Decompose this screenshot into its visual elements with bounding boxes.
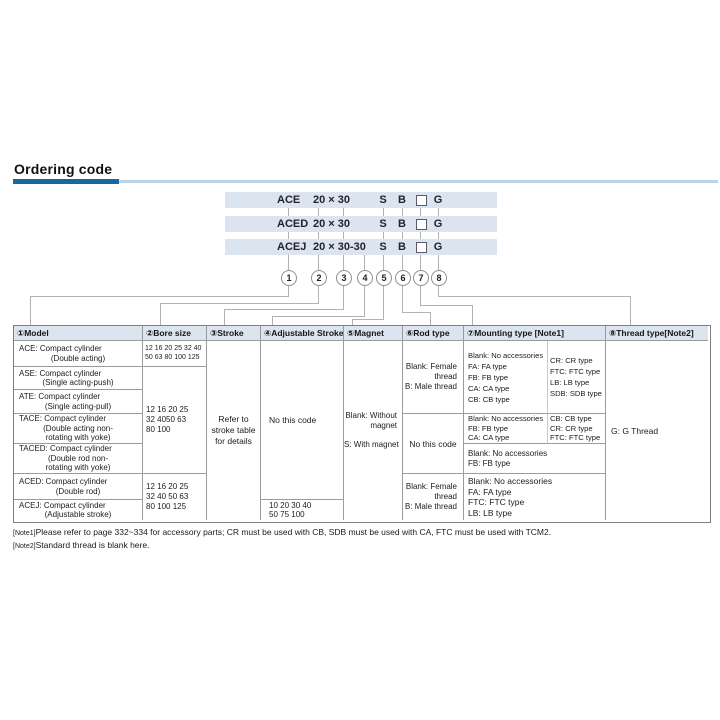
footnote-tag: [Note2] [13, 543, 36, 550]
code-magnet-option: S [379, 218, 387, 230]
code-bore-stroke: 20 × 30-30 [313, 241, 366, 253]
connector-3 [343, 286, 344, 309]
cell-thread-type: G: G Thread [611, 425, 659, 436]
code-rod-option: B [398, 218, 406, 230]
connector-5 [383, 286, 384, 319]
connector-2 [160, 303, 319, 304]
connector-3 [224, 309, 344, 310]
connector-5 [352, 319, 384, 320]
cell-model-aced: ACED: Compact cylinder (Double rod) [14, 474, 143, 500]
code-magnet-option: S [379, 241, 387, 253]
circle-marker-3: 3 [336, 270, 352, 286]
cell-model-ace: ACE: Compact cylinder (Double acting) [14, 341, 143, 367]
connector-6 [402, 312, 431, 313]
cell-model-taced: TACED: Compact cylinder (Double rod non- rotating with yoke) [14, 444, 143, 474]
connector-3 [224, 309, 225, 325]
blank-option-box [416, 195, 427, 206]
footnote-2: [Note2]Standard thread is blank here. [13, 540, 150, 550]
cell-mounting-a-left: Blank: No accessories FA: FA type FB: FB type CA: CA type CB: CB type [464, 341, 548, 414]
header-bore-size: ②Bore size [143, 326, 207, 341]
cell-model-ase: ASE: Compact cylinder (Single acting-push) [14, 367, 143, 390]
header-model: ①Model [14, 326, 143, 341]
cell-mounting-b-right: CB: CB type CR: CR type FTC: FTC type [548, 414, 606, 444]
code-thread-option: G [433, 241, 443, 253]
code-model: ACEJ [277, 241, 307, 253]
header-stroke: ③Stroke [207, 326, 261, 341]
header-adjustable-stroke: ④Adjustable Stroke [261, 326, 344, 341]
title-underline-dark [13, 179, 119, 184]
cell-rod-threaded-bottom: Blank: Female thread B: Male thread [403, 474, 464, 520]
connector-7 [472, 305, 473, 325]
cell-bore-ace: 12 16 20 25 32 40 50 63 80 100 125 [143, 341, 207, 367]
cell-bore-bottom: 12 16 20 25 32 40 50 63 80 100 125 [143, 474, 207, 520]
title-underline-light [119, 180, 718, 183]
ordering-table [13, 325, 711, 523]
connector-1 [30, 296, 289, 297]
connector-8 [438, 296, 631, 297]
ordering-code-bar-ace [225, 192, 497, 208]
cell-rod-threaded-top: Blank: Female thread B: Male thread [403, 341, 464, 414]
connector-1 [30, 296, 31, 325]
cell-model-acej: ACEJ: Compact cylinder (Adjustable stroke) [14, 500, 143, 520]
code-rod-option: B [398, 194, 406, 206]
cell-rod-none: No this code [403, 414, 464, 474]
cell-model-tace: TACE: Compact cylinder (Double acting non- rotating with yoke) [14, 414, 143, 444]
code-bore-stroke: 20 × 30 [313, 218, 351, 230]
circle-marker-4: 4 [357, 270, 373, 286]
code-thread-option: G [433, 194, 443, 206]
page-title: Ordering code [14, 161, 113, 177]
circle-marker-6: 6 [395, 270, 411, 286]
connector-1 [288, 286, 289, 296]
footnote-tag: [Note1] [13, 530, 36, 537]
code-thread-option: G [433, 218, 443, 230]
connector-8 [438, 286, 439, 296]
blank-option-box [416, 242, 427, 253]
code-model: ACED [277, 218, 309, 230]
cell-model-ate: ATE: Compact cylinder (Single acting-pull) [14, 390, 143, 414]
header-rod-type: ⑥Rod type [403, 326, 464, 341]
header-magnet: ⑤Magnet [344, 326, 403, 341]
code-rod-option: B [398, 241, 406, 253]
cell-magnet: Blank: Without magnet S: With magnet [344, 341, 403, 520]
connector-7 [420, 305, 473, 306]
ordering-code-bar-aced [225, 216, 497, 232]
circle-marker-8: 8 [431, 270, 447, 286]
connector-8 [630, 296, 631, 325]
cell-adjustable-none: No this code [261, 341, 344, 500]
cell-mounting-b-left: Blank: No accessories FB: FB type CA: CA type [464, 414, 548, 444]
header-mounting-type: ⑦Mounting type [Note1] [464, 326, 606, 341]
footnote-1: [Note1]Please refer to page 332~334 for accessory parts; CR must be used with CB, SDB must be used with CA, FTC must be used with TCM2. [13, 527, 552, 537]
blank-option-box [416, 219, 427, 230]
connector-2 [318, 286, 319, 303]
connector-6 [402, 286, 403, 312]
circle-marker-2: 2 [311, 270, 327, 286]
cell-adjustable-values: 10 20 30 40 50 75 100 [261, 500, 344, 520]
cell-mounting-c: Blank: No accessories FA: FA type FTC: FTC type LB: LB type [464, 474, 606, 520]
circle-marker-7: 7 [413, 270, 429, 286]
code-bore-stroke: 20 × 30 [313, 194, 351, 206]
connector-7 [420, 286, 421, 305]
connector-4 [364, 286, 365, 316]
code-magnet-option: S [379, 194, 387, 206]
ordering-code-bar-acej [225, 239, 497, 255]
circle-marker-5: 5 [376, 270, 392, 286]
connector-2 [160, 303, 161, 325]
connector-4 [272, 316, 365, 317]
cell-bore-mid: 12 16 20 25 32 4050 63 80 100 [143, 367, 207, 474]
connector-4 [272, 316, 273, 325]
cell-mounting-b2: Blank: No accessories FB: FB type [464, 444, 606, 474]
stub-line-4 [364, 255, 365, 270]
header-thread-type: ⑧Thread type[Note2] [606, 326, 708, 341]
cell-stroke: Refer to stroke table for details [207, 341, 261, 520]
code-model: ACE [277, 194, 301, 206]
connector-6 [430, 312, 431, 325]
cell-mounting-a-right: CR: CR type FTC: FTC type LB: LB type SDB: SDB type [548, 341, 606, 414]
circle-marker-1: 1 [281, 270, 297, 286]
